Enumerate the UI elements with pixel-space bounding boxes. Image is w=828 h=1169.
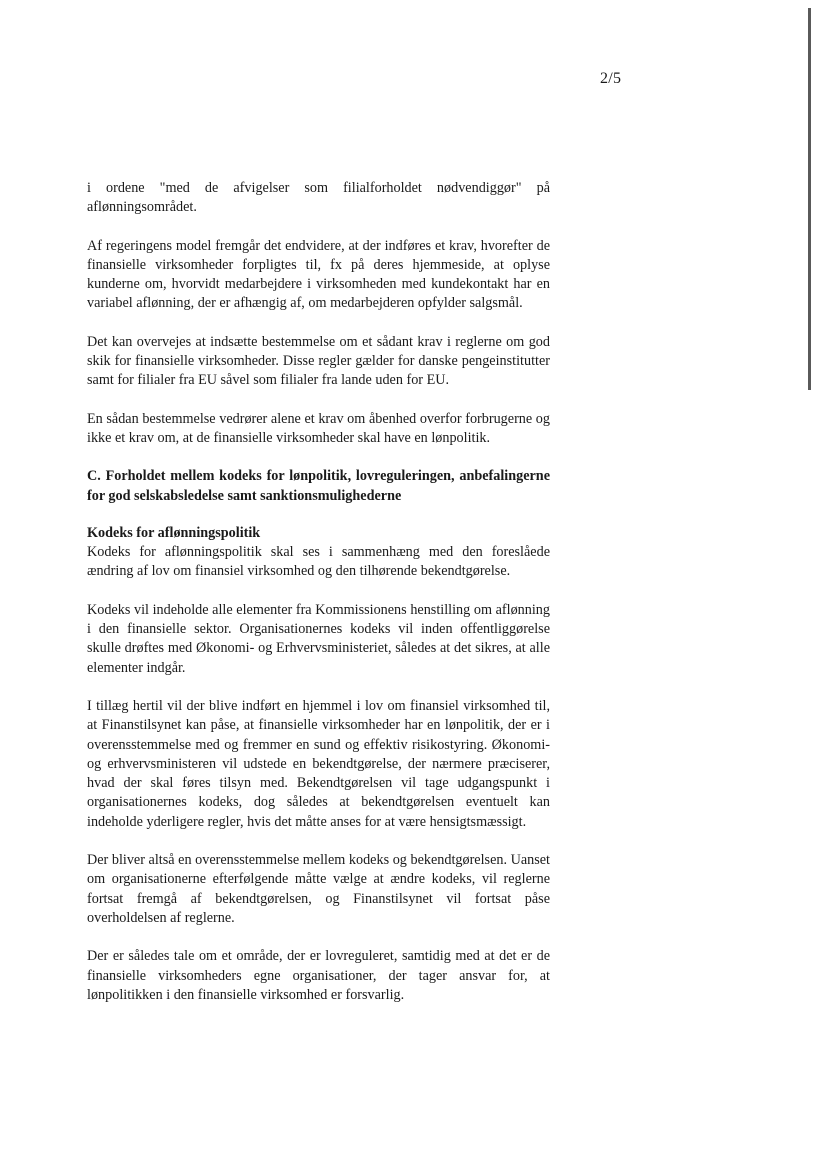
paragraph: i ordene "med de afvigelser som filialforholdet nødvendiggør" på aflønningsområdet. [87, 180, 550, 216]
paragraph: Der er således tale om et område, der er lovreguleret, samtidig med at det er de finansielle virksomheders egne organisationer, der tager ansvar for, at lønpolitikken i den finansielle virksomhed er forsvarlig. [87, 948, 550, 1003]
paragraph: Kodeks vil indeholde alle elementer fra Kommissionens henstilling om aflønning i den finansielle sektor. Organisationernes kodeks vil inden offentliggørelse skulle drøftes med Økonomi- og Erhvervsministeriet, således at det sikres, at alle elementer indgår. [87, 601, 550, 676]
paragraph: Kodeks for aflønningspolitik skal ses i sammenhæng med den foreslåede ændring af lov om finansiel virksomhed og den tilhørende bekendtgørelse. [87, 544, 550, 580]
page-number: 2/5 [600, 70, 622, 87]
section-heading: C. Forholdet mellem kodeks for lønpolitik, lovreguleringen, anbefalingerne for god selskabsledelse samt sanktionsmulighederne [87, 468, 550, 504]
scan-edge-line [808, 8, 811, 390]
paragraph: En sådan bestemmelse vedrører alene et krav om åbenhed overfor forbrugerne og ikke et krav om, at de finansielle virksomheder skal have en lønpolitik. [87, 410, 550, 446]
document-body [87, 179, 550, 1024]
paragraph: Af regeringens model fremgår det endvidere, at der indføres et krav, hvorefter de finansielle virksomheder forpligtes til, fx på deres hjemmeside, at oplyse kunderne om, hvorvidt medarbejdere i virksomheden med kundekontakt har en variabel aflønning, der er afhængig af, om medarbejderen opfylder salgsmål. [87, 237, 550, 312]
paragraph: Det kan overvejes at indsætte bestemmelse om et sådant krav i reglerne om god skik for finansielle virksomheder. Disse regler gælder for danske pengeinstitutter samt for filialer fra EU såvel som filialer fra lande uden for EU. [87, 333, 550, 389]
subheading: Kodeks for aflønningspolitik [87, 524, 261, 541]
paragraph: I tillæg hertil vil der blive indført en hjemmel i lov om finansiel virksomhed til, at Finanstilsynet kan påse, at finansielle virksomheder har en lønpolitik, der er i overensstemmelse med og fremmer en sund og effektiv risikostyring. Økonomi- og erhvervsministeren vil udstede en bekendtgørelse, der nærmere præciserer, hvad der skal føres tilsyn med. Bekendtgørelsen vil tage udgangspunkt i organisationernes kodeks, dog således at bekendtgørelsen eventuelt kan indeholde yderligere regler, hvis det måtte anses for at være hensigtsmæssigt. [87, 697, 550, 830]
paragraph: Der bliver altså en overensstemmelse mellem kodeks og bekendtgørelsen. Uanset om organisationerne efterfølgende måtte vælge at ændre kodeks, vil reglerne fortsat fremgå af bekendtgørelsen, og Finanstilsynet vil fortsat påse overholdelsen af reglerne. [87, 852, 550, 926]
